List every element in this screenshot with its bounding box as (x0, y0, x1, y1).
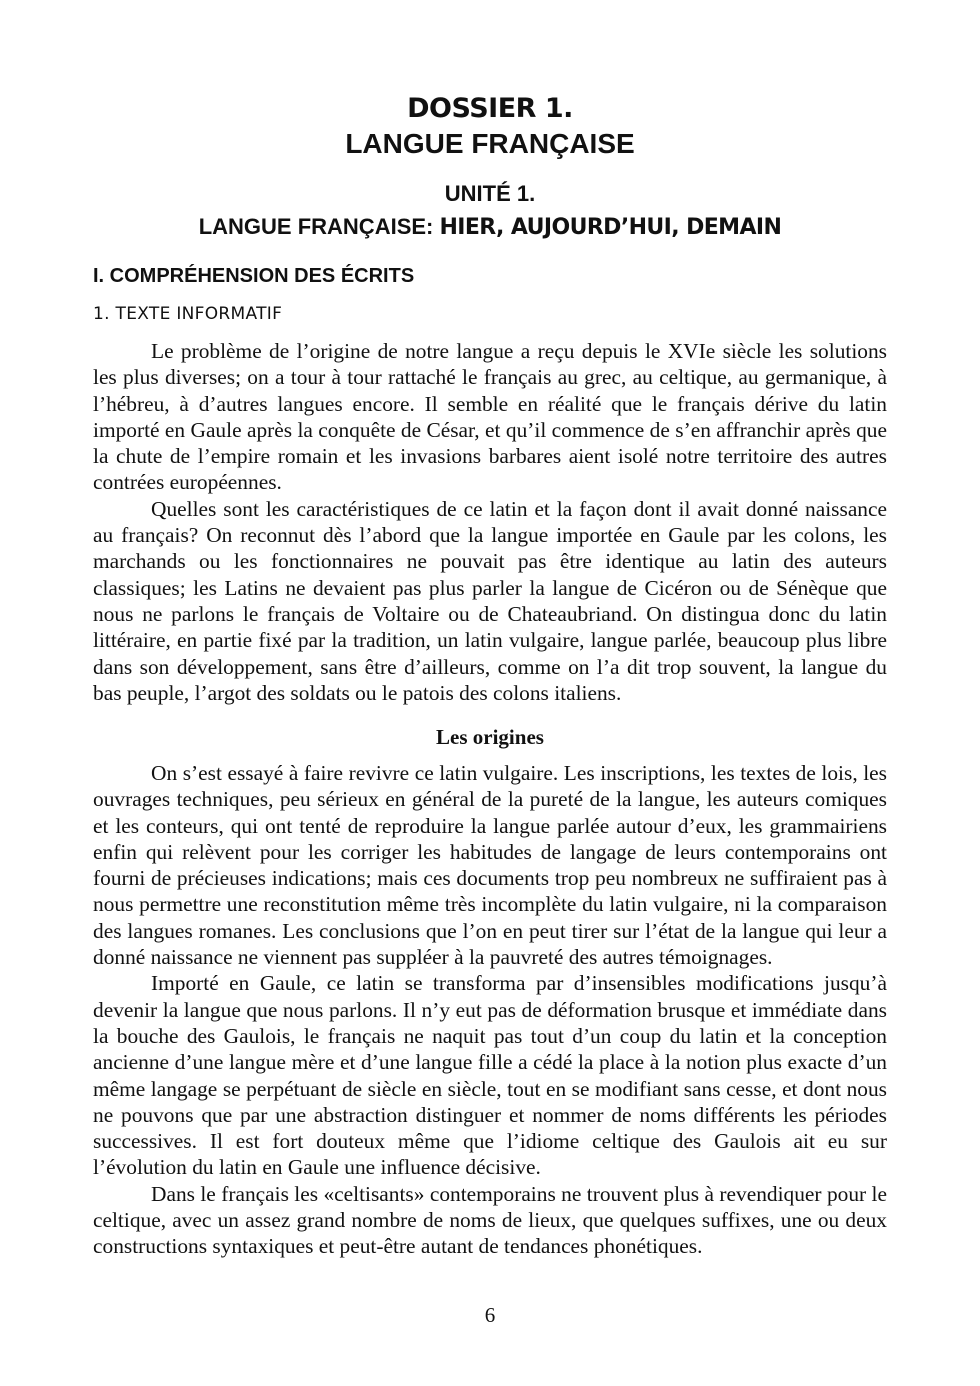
unit-subtitle-part1: LANGUE FRANÇAISE: (198, 214, 440, 239)
unit-subtitle (0, 212, 980, 243)
subsection-heading: 1. TEXTE INFORMATIF (93, 304, 283, 324)
paragraph: Le problème de l’origine de notre langue a reçu depuis le XVIe siècle les solutions les plus diverses; on a tour à tour rattaché le français au grec, au celtique, au germanique, à l’hébreu, à d’autres langues encore. Il semble en réalité que le français dérive du latin importé en Gaule après la conquête de César, et qu’il commence de s’en affranchir après que la chute de l’empire romain et les invasions barbares aient isolé notre territoire des autres contrées européennes. (93, 339, 887, 495)
dossier-title: DOSSIER 1. (407, 93, 573, 124)
text-block-origins (93, 760, 887, 1260)
subheading-origins: Les origines (436, 725, 544, 749)
paragraph: Quelles sont les caractéristiques de ce latin et la façon dont il avait donné naissance au français? On reconnut dès l’abord que la langue importée en Gaule par les colons, les marchands ou les fonctionnaires ne pouvait pas être identique au latin des auteurs classiques; les Latins ne devaient pas plus parler la langue de Cicéron ou de Sénèque que nous ne parlons le français de Voltaire ou de Chateaubriand. On distingua donc du latin littéraire, en partie fixé par la tradition, un latin vulgaire, langue parlée, beaucoup plus libre dans son développement, sans être d’ailleurs, comme on l’a dit trop souvent, la langue du bas peuple, l’argot des soldats ou le patois des colons italiens. (93, 496, 887, 705)
unit-title: UNITÉ 1. (444, 181, 536, 206)
section-heading: I. COMPRÉHENSION DES ÉCRITS (93, 265, 415, 287)
text-block-intro (93, 338, 887, 706)
page-number: 6 (484, 1303, 496, 1327)
paragraph: Dans le français les «celtisants» contemporains ne trouvent plus à revendiquer pour le celtique, avec un assez grand nombre de noms de lieux, que quelques suffixes, une ou deux constructions syntaxiques et peut-être autant de tendances phonétiques. (93, 1181, 887, 1259)
dossier-subtitle: LANGUE FRANÇAISE (345, 128, 635, 159)
unit-subtitle-part2: HIER, AUJOURD’HUI, DEMAIN (439, 215, 782, 240)
paragraph: Importé en Gaule, ce latin se transforma par d’insensibles modifications jusqu’à devenir la langue que nous parlons. Il n’y eut pas de déformation brusque et immédiate dans la bouche des Gaulois, le français ne naquit pas tout d’un coup du latin et la conception ancienne d’une langue mère et d’une langue fille a cédé la place à la notion plus exacte d’un même langage se perpétuant de siècle en siècle, tout en se modifiant sans cesse, et dont nous ne pouvons que par une abstraction distinguer et nommer de noms différents les périodes successives. Il est fort douteux même que l’idiome celtique des Gaulois ait eu sur l’évolution du latin en Gaule une influence décisive. (93, 971, 887, 1180)
paragraph: On s’est essayé à faire revivre ce latin vulgaire. Les inscriptions, les textes de lois, les ouvrages techniques, peu sérieux en général de la pureté de la langue, les auteurs comiques et les conteurs, qui ont tenté de reproduire la langue parlée autour d’eux, les grammairiens enfin qui relèvent pour les corriger les habitudes de langage de leurs contemporains ont fourni de précieuses indications; mais ces documents trop peu nombreux ne suffiraient pas à nous permettre une reconstitution même très incomplète du latin vulgaire, ni la comparaison des langues romanes. Les conclusions que l’on en peut tirer sur l’état de la langue qui leur a donné naissance ne viennent pas suppléer à la pauvreté des autres témoignages. (93, 761, 887, 970)
